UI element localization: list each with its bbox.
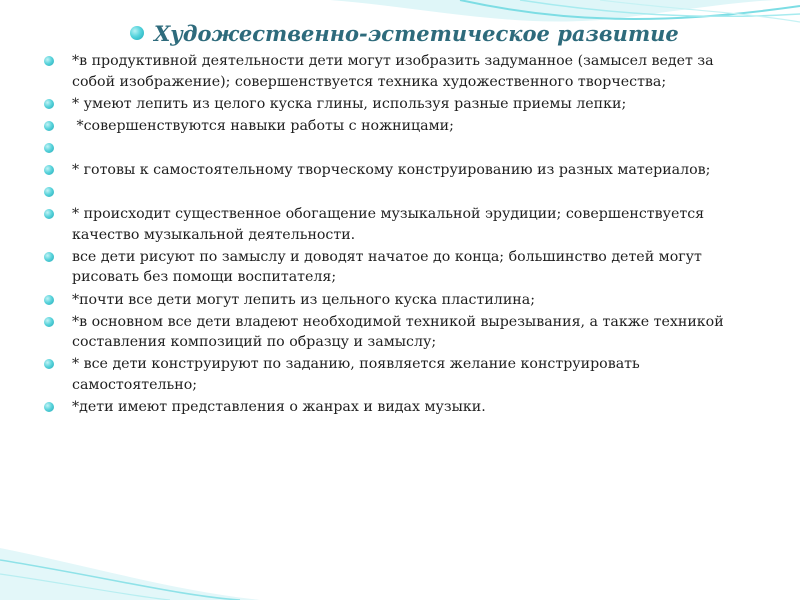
list-item (42, 397, 742, 418)
bullet-icon (44, 295, 54, 305)
bullet-icon (44, 165, 54, 175)
bullet-icon (44, 99, 54, 109)
list-item (42, 354, 742, 395)
bullet-icon (44, 121, 54, 131)
bullet-icon (44, 402, 54, 412)
list-item-text: *почти все дети могут лепить из цельного куска пластилина; (72, 291, 535, 308)
list-item (42, 116, 742, 137)
list-item-text: * готовы к самостоятельному творческому конструированию из разных материалов; (72, 161, 711, 178)
list-item-text: *дети имеют представления о жанрах и видах музыки. (72, 399, 486, 415)
list-item-text: *совершенствуются навыки работы с ножницами; (72, 117, 454, 134)
bullet-icon (44, 359, 54, 369)
wave-bottom-1 (0, 548, 260, 600)
bullet-icon (44, 187, 54, 197)
bullet-icon (44, 317, 54, 327)
list-item (42, 160, 742, 181)
list-item-text: *в продуктивной деятельности дети могут изобразить задуманное (замысел ведет за собой изображение); совершенствуется техника художественного творчества; (72, 53, 719, 90)
list-item (42, 138, 742, 159)
title-row (130, 18, 679, 48)
bullet-icon (44, 143, 54, 153)
list-item (42, 204, 742, 245)
list-item (42, 94, 742, 115)
list-item-text: *в основном все дети владеют необходимой техникой вырезывания, а также техникой составления композиций по образцу и замыслу; (72, 313, 729, 351)
title-bullet-icon (130, 26, 144, 40)
list-item (42, 51, 742, 92)
bullet-icon (44, 252, 54, 262)
bullet-icon (44, 209, 54, 219)
list-item-text: * происходит существенное обогащение музыкальной эрудиции; совершенствуется качество музыкальной деятельности. (72, 206, 709, 243)
slide-title: Художественно-эстетическое развитие (154, 20, 679, 46)
list-item-text: * умеют лепить из целого куска глины, используя разные приемы лепки; (72, 95, 627, 112)
bullet-list (42, 51, 742, 419)
list-item (42, 182, 742, 203)
list-item (42, 312, 742, 353)
list-item-text: все дети рисуют по замыслу и доводят начатое до конца; большинство детей могут рисовать без помощи воспитателя; (72, 248, 707, 286)
bullet-icon (44, 56, 54, 66)
list-item (42, 247, 742, 288)
list-item-text: * все дети конструируют по заданию, появляется желание конструировать самостоятельно; (72, 356, 645, 393)
list-item (42, 290, 742, 311)
